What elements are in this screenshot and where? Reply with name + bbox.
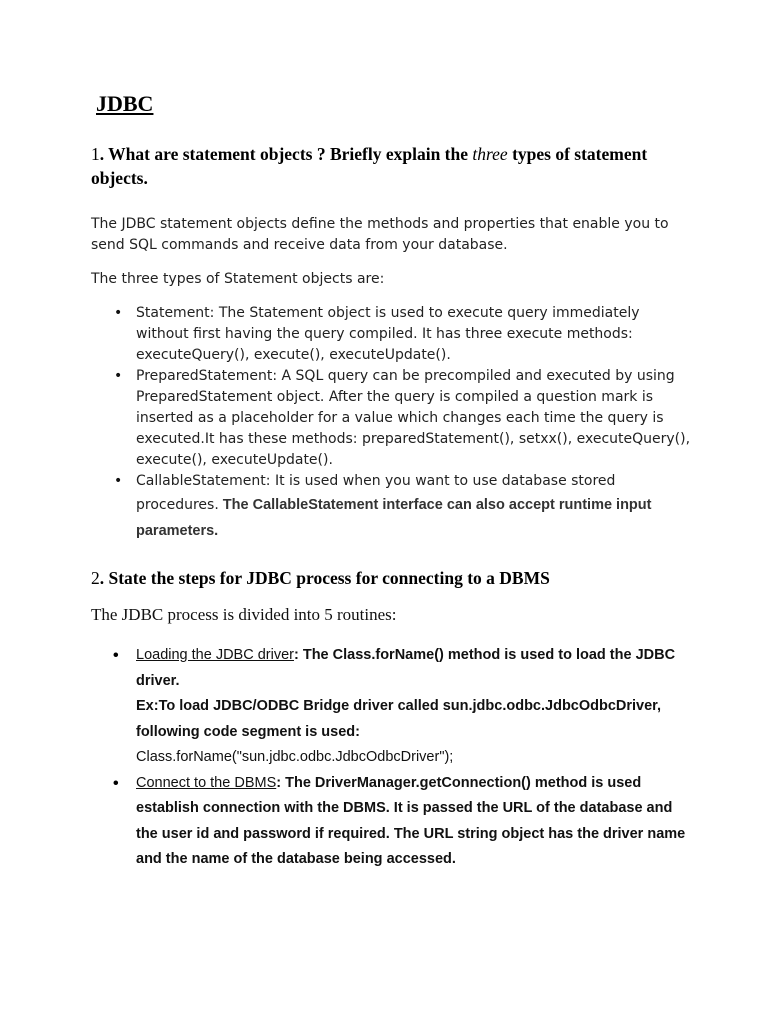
question-2-text: . State the steps for JDBC process for connecting to a DBMS xyxy=(99,568,550,588)
routine-text: : The Class.forName() method is used to load the JDBC driver. xyxy=(136,647,676,689)
routine-example: Ex:To load JDBC/ODBC Bridge driver called sun.jdbc.odbc.JdbcOdbcDriver, following code segment is used: xyxy=(136,698,662,740)
question-1-emphasis: three xyxy=(472,144,508,164)
routine-code: Class.forName("sun.jdbc.odbc.JdbcOdbcDriver"); xyxy=(136,749,454,765)
connect-dbms-link: Connect to the DBMS xyxy=(136,774,277,791)
statement-types-list xyxy=(91,303,691,544)
loading-driver-link: Loading the JDBC driver xyxy=(136,647,294,663)
list-item-prepared-statement xyxy=(91,366,691,471)
intro-paragraph: The JDBC statement objects define the methods and properties that enable you to send SQL commands and receive data from your database. xyxy=(91,216,669,253)
routines-intro: The JDBC process is divided into 5 routines: xyxy=(91,605,397,624)
question-1-heading xyxy=(91,142,691,190)
statement-type-tail: The CallableStatement interface can also accept runtime input parameters. xyxy=(136,497,652,539)
question-1-number: 1 xyxy=(91,144,100,164)
statement-type-text: Statement: The Statement object is used to execute query immediately without first having the query compiled. It has three execute methods: executeQuery(), execute(), executeUpdate(). xyxy=(136,305,640,363)
list-item-callable-statement xyxy=(91,471,691,544)
document-title: JDBC xyxy=(96,91,154,116)
routines-list xyxy=(91,643,691,873)
routine-text: : The DriverManager.getConnection() method is used establish connection with the DBMS. It is passed the URL of the database and the user id and password if required. The URL string object has the driver name and the name of the database being accessed. xyxy=(136,774,686,867)
list-item-connect-dbms xyxy=(91,771,691,873)
question-1-text-before: . What are statement objects ? Briefly explain the xyxy=(99,144,473,164)
question-2-number: 2 xyxy=(91,568,100,588)
types-intro: The three types of Statement objects are: xyxy=(91,271,385,287)
list-item-statement xyxy=(91,303,691,366)
list-item-loading-driver xyxy=(91,643,691,771)
statement-type-text: PreparedStatement: A SQL query can be precompiled and executed by using PreparedStatement object. After the query is compiled a question mark is inserted as a placeholder for a value which changes each time the query is executed.It has these methods: preparedStatement(), setxx(), executeQuery(), execute(), executeUpdate(). xyxy=(136,368,691,468)
question-2-heading xyxy=(91,566,691,590)
statement-type-text: CallableStatement: It is used when you want to use database stored procedures. xyxy=(136,473,616,513)
question-1-text-after: types of statement objects. xyxy=(91,144,648,188)
